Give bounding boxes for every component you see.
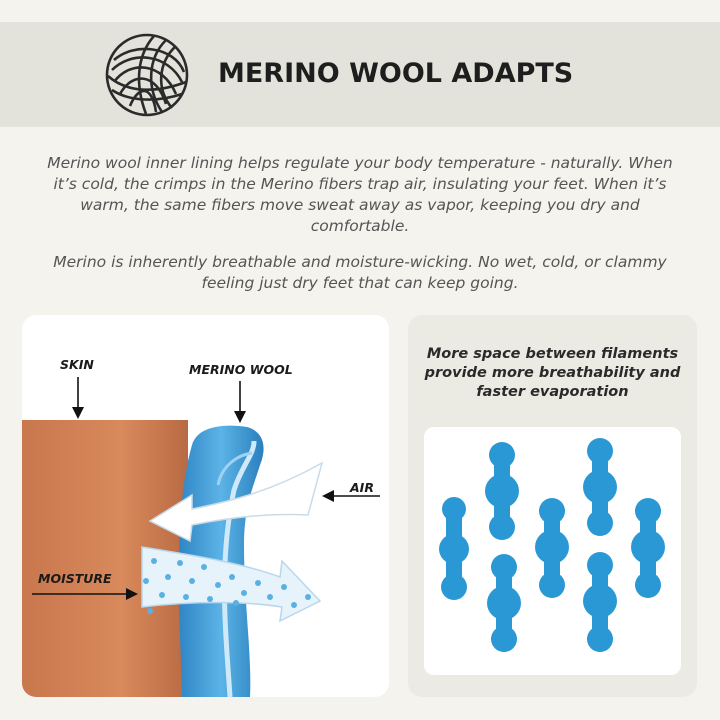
intro-paragraph-1: Merino wool inner lining helps regulate your body temperature - naturally. When it’s cold, the crimps in the Merino fibers trap air, insulating your feet. When it’s warm, the same fibers move sweat away as vapor, keeping you dry and comfortable. xyxy=(47,154,673,235)
wool-diagram xyxy=(22,315,389,697)
skin-label: SKIN xyxy=(60,357,94,372)
filaments-card xyxy=(408,315,697,697)
wool-diagram-card xyxy=(22,315,389,697)
filament-4 xyxy=(535,498,569,598)
moisture-label: MOISTURE xyxy=(38,571,112,586)
filament-3 xyxy=(487,554,521,652)
filaments-illustration xyxy=(424,427,681,675)
merino-yarn-ball-icon xyxy=(104,32,190,118)
filament-7 xyxy=(631,498,665,598)
filaments-caption: More space between filaments provide more breathability and faster evaporation xyxy=(424,346,681,400)
header-band xyxy=(0,22,720,127)
merino-wool-label: MERINO WOOL xyxy=(189,362,293,377)
air-label: AIR xyxy=(350,480,374,495)
filament-1 xyxy=(439,497,469,600)
intro-paragraph-2: Merino is inherently breathable and moisture-wicking. No wet, cold, or clammy feeling just dry feet that can keep going. xyxy=(53,253,667,292)
page-title: MERINO WOOL ADAPTS xyxy=(218,58,574,89)
filament-6 xyxy=(583,552,617,652)
filament-2 xyxy=(485,442,519,540)
filament-5 xyxy=(583,438,617,536)
filaments-panel xyxy=(424,427,681,675)
